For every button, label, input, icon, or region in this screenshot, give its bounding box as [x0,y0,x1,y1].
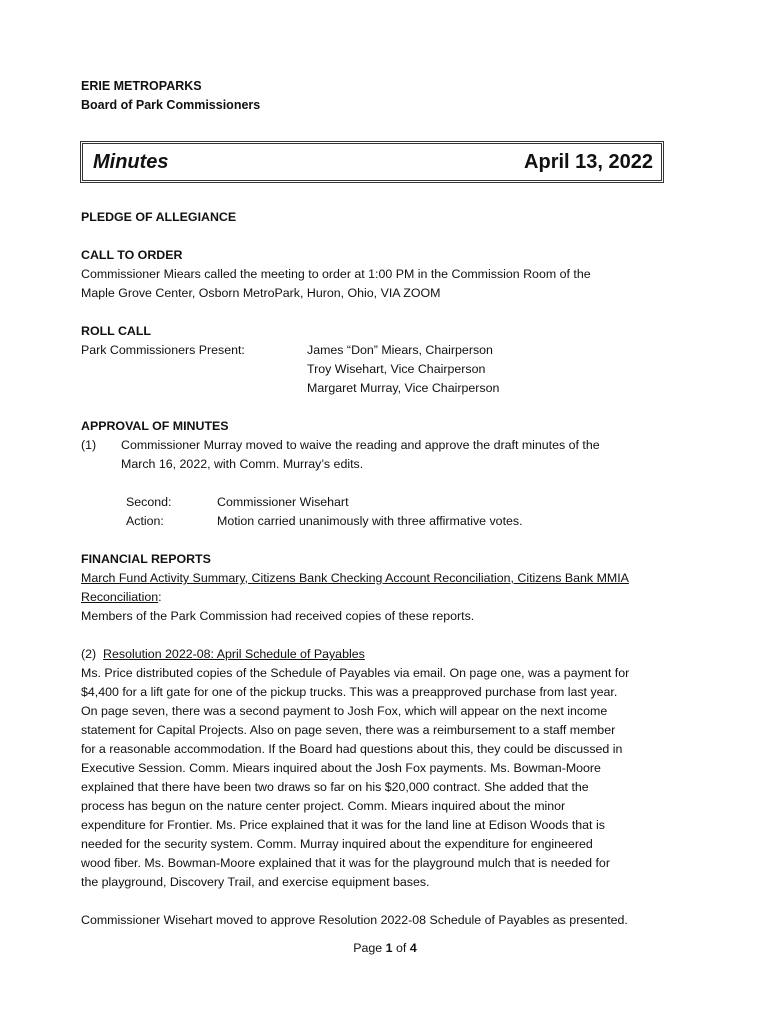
resolution-title: Resolution 2022-08: April Schedule of Payables [103,647,365,661]
paragraph-line: Executive Session. Comm. Miears inquired about the Josh Fox payments. Ms. Bowman-Moore [81,761,601,775]
item-number: (1) [81,438,97,452]
pledge-heading: PLEDGE OF ALLEGIANCE [81,210,237,224]
colon: : [158,590,162,604]
title-box [80,141,664,183]
paragraph-line: expenditure for Frontier. Ms. Price explained that it was for the land line at Edison Woods that is [81,818,605,832]
board-name: Board of Park Commissioners [81,98,261,112]
approval-heading: APPROVAL OF MINUTES [81,419,229,433]
second-value: Commissioner Wisehart [217,495,349,509]
second-label: Second: [126,495,172,509]
minutes-body [81,208,687,930]
resolution-heading [81,645,687,664]
action-row [81,512,687,531]
financial-reports-link-line2 [81,588,687,607]
approval-item [81,436,687,474]
action-value: Motion carried unanimously with three affirmative votes. [217,514,523,528]
paragraph-line: Ms. Price distributed copies of the Schedule of Payables via email. On page one, was a payment for [81,666,630,680]
paragraph-line: $4,400 for a lift gate for one of the pickup trucks. This was a preapproved purchase from last year. [81,685,618,699]
item-number: (2) [81,647,97,661]
meeting-date: April 13, 2022 [524,150,653,173]
roll-call-heading: ROLL CALL [81,324,151,338]
roll-call-row [81,341,687,398]
resolution-paragraph [81,664,687,892]
page-number: 1 [385,941,393,955]
paragraph-line: needed for the security system. Comm. Murray inquired about the expenditure for engineered [81,837,593,851]
paragraph-line: the playground, Discovery Trail, and exercise equipment bases. [81,875,430,889]
member-name: James “Don” Miears, Chairperson [307,343,493,357]
paragraph-line: process has begun on the nature center project. Comm. Miears inquired about the minor [81,799,566,813]
paragraph-line: for a reasonable accommodation. If the Board had questions about this, they could be discussed in [81,742,623,756]
paragraph-line: explained that there have been two draws so far on his $20,000 contract. She added that the [81,780,589,794]
roll-call-members [307,341,499,398]
paragraph-line: statement for Capital Projects. Also on page seven, there was a reimbursement to a staff member [81,723,616,737]
action-label: Action: [126,514,164,528]
financial-heading: FINANCIAL REPORTS [81,552,211,566]
doc-title: Minutes [93,150,169,173]
paragraph-line: wood fiber. Ms. Bowman-Moore explained that it was for the playground mulch that is needed for [81,856,610,870]
member-name: Margaret Murray, Vice Chairperson [307,381,500,395]
second-row [81,493,687,512]
page-footer [0,941,770,955]
financial-members-line: Members of the Park Commission had received copies of these reports. [81,609,475,623]
resolution-closing: Commissioner Wisehart moved to approve Resolution 2022-08 Schedule of Payables as presented. [81,913,628,927]
of-word: of [396,941,407,955]
approval-line: Commissioner Murray moved to waive the reading and approve the draft minutes of the [121,438,600,452]
call-to-order-line: Maple Grove Center, Osborn MetroPark, Huron, Ohio, VIA ZOOM [81,286,441,300]
member-name: Troy Wisehart, Vice Chairperson [307,362,486,376]
page-word: Page [353,941,383,955]
approval-line: March 16, 2022, with Comm. Murray’s edits. [121,457,364,471]
paragraph-line: On page seven, there was a second payment to Josh Fox, which will appear on the next income [81,704,608,718]
roll-call-label: Park Commissioners Present: [81,343,245,357]
page-total: 4 [409,941,417,955]
call-to-order-line: Commissioner Miears called the meeting to order at 1:00 PM in the Commission Room of the [81,267,591,281]
org-name: ERIE METROPARKS [81,79,202,93]
financial-reports-link-cont: Reconciliation [81,590,159,604]
financial-reports-link: March Fund Activity Summary, Citizens Bank Checking Account Reconciliation, Citizens Bank MMIA [81,571,629,585]
letterhead [81,77,260,115]
call-to-order-heading: CALL TO ORDER [81,248,183,262]
